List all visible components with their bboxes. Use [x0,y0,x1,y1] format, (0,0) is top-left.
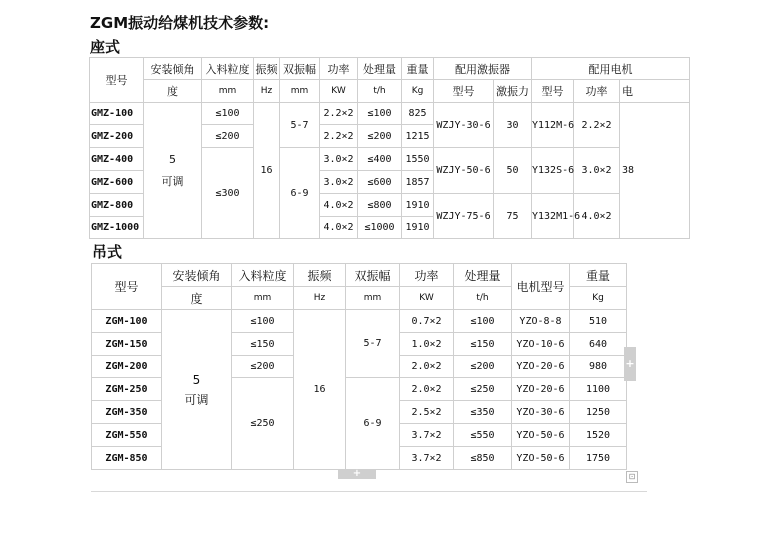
col-header-angle: 安装倾角 [162,264,232,287]
amp-cell: 5-7 [280,103,320,148]
motor-cell: YZO-20-6 [512,356,570,378]
motor-cell: YZO-20-6 [512,378,570,401]
weight-cell: 1857 [402,171,434,194]
weight-cell: 1520 [570,424,627,447]
power-cell: 2.0×2 [400,356,454,378]
power-cell: 1.0×2 [400,333,454,356]
model-cell: ZGM-550 [92,424,162,447]
capacity-cell: ≤350 [454,401,512,424]
unit-feed: mm [202,80,254,103]
col-header-capacity: 处理量 [454,264,512,287]
table-row [90,103,690,125]
unit-feed: mm [232,287,294,310]
power-cell: 2.2×2 [320,125,358,148]
capacity-cell: ≤400 [358,148,402,171]
unit-vib-force: 激振力 [494,80,532,103]
angle-note: 可调 [184,392,209,407]
col-header-motor: 电机型号 [512,264,570,310]
power-cell: 4.0×2 [320,217,358,239]
power-cell: 4.0×2 [320,194,358,217]
angle-value: 5 [192,372,201,387]
amp-cell: 5-7 [346,310,400,378]
vib-force-cell: 50 [494,148,532,194]
model-cell: ZGM-200 [92,356,162,378]
weight-cell: 825 [402,103,434,125]
model-cell: GMZ-1000 [90,217,144,239]
unit-angle: 度 [144,80,202,103]
motor-power-cell: 4.0×2 [574,194,620,239]
vib-model-cell: WZJY-30-6 [434,103,494,148]
weight-cell: 1215 [402,125,434,148]
section-title-seat: 座式 [90,38,121,56]
unit-weight: Kg [570,287,627,310]
col-header-weight: 重量 [402,58,434,80]
model-cell: GMZ-400 [90,148,144,171]
weight-cell: 1750 [570,447,627,470]
capacity-cell: ≤800 [358,194,402,217]
unit-weight: Kg [402,80,434,103]
unit-motor-model: 型号 [532,80,574,103]
unit-capacity: t/h [454,287,512,310]
unit-power: KW [400,287,454,310]
vib-force-cell: 75 [494,194,532,239]
weight-cell: 510 [570,310,627,333]
col-header-feed: 入料粒度 [202,58,254,80]
col-header-vibrator: 配用激振器 [434,58,532,80]
vib-model-cell: WZJY-75-6 [434,194,494,239]
power-cell: 2.2×2 [320,103,358,125]
motor-model-cell: Y132M1-6 [532,194,574,239]
amp-cell: 6-9 [280,148,320,239]
motor-power-cell: 3.0×2 [574,148,620,194]
motor-cell: YZO-10-6 [512,333,570,356]
resize-corner-icon[interactable]: ⊡ [626,471,638,483]
freq-cell: 16 [254,103,280,239]
motor-power-cell: 2.2×2 [574,103,620,148]
capacity-cell: ≤550 [454,424,512,447]
unit-freq: Hz [294,287,346,310]
angle-note: 可调 [161,174,184,188]
unit-amp: mm [280,80,320,103]
col-header-model: 型号 [92,264,162,310]
table-row [92,310,627,333]
col-header-angle: 安装倾角 [144,58,202,80]
model-cell: GMZ-200 [90,125,144,148]
capacity-cell: ≤200 [454,356,512,378]
model-cell: ZGM-100 [92,310,162,333]
model-cell: GMZ-100 [90,103,144,125]
col-header-power: 功率 [320,58,358,80]
col-header-power: 功率 [400,264,454,287]
feed-cell: ≤250 [232,378,294,470]
model-cell: ZGM-150 [92,333,162,356]
col-header-weight: 重量 [570,264,627,287]
page-title: ZGM振动给煤机技术参数: [90,14,270,32]
model-cell: GMZ-800 [90,194,144,217]
col-header-feed: 入料粒度 [232,264,294,287]
capacity-cell: ≤150 [454,333,512,356]
feed-cell: ≤200 [232,356,294,378]
model-cell: ZGM-350 [92,401,162,424]
weight-cell: 1550 [402,148,434,171]
hanging-type-table-viewport [91,263,626,469]
motor-model-cell: Y112M-6 [532,103,574,148]
angle-value: 5 [169,152,176,166]
feed-cell: ≤150 [232,333,294,356]
capacity-cell: ≤600 [358,171,402,194]
model-cell: GMZ-600 [90,171,144,194]
weight-cell: 640 [570,333,627,356]
scroll-down-button[interactable]: + [338,469,376,479]
motor-cell: YZO-8-8 [512,310,570,333]
col-header-model: 型号 [90,58,144,103]
feed-cell: ≤300 [202,148,254,239]
seat-type-table [89,57,690,239]
unit-motor-power: 功率 [574,80,620,103]
motor-cell: YZO-50-6 [512,447,570,470]
scroll-right-button[interactable]: + [624,347,636,381]
capacity-cell: ≤100 [454,310,512,333]
feed-cell: ≤100 [202,103,254,125]
model-cell: ZGM-850 [92,447,162,470]
power-cell: 2.5×2 [400,401,454,424]
weight-cell: 1910 [402,217,434,239]
weight-cell: 1910 [402,194,434,217]
capacity-cell: ≤200 [358,125,402,148]
power-cell: 3.0×2 [320,148,358,171]
unit-freq: Hz [254,80,280,103]
motor-extra-cell: 38 [620,103,690,239]
capacity-cell: ≤1000 [358,217,402,239]
capacity-cell: ≤850 [454,447,512,470]
capacity-cell: ≤250 [454,378,512,401]
amp-cell: 6-9 [346,378,400,470]
weight-cell: 1250 [570,401,627,424]
freq-cell: 16 [294,310,346,470]
divider [91,491,647,492]
motor-model-cell: Y132S-6 [532,148,574,194]
vib-force-cell: 30 [494,103,532,148]
col-header-amp: 双振幅 [280,58,320,80]
power-cell: 3.0×2 [320,171,358,194]
motor-cell: YZO-30-6 [512,401,570,424]
feed-cell: ≤200 [202,125,254,148]
power-cell: 0.7×2 [400,310,454,333]
power-cell: 3.7×2 [400,447,454,470]
seat-type-table-viewport [89,57,646,241]
section-title-hanging: 吊式 [92,243,123,261]
angle-cell [144,103,202,239]
col-header-capacity: 处理量 [358,58,402,80]
unit-angle: 度 [162,287,232,310]
weight-cell: 1100 [570,378,627,401]
power-cell: 3.7×2 [400,424,454,447]
feed-cell: ≤100 [232,310,294,333]
col-header-motor: 配用电机 [532,58,690,80]
col-header-freq: 振频 [254,58,280,80]
unit-capacity: t/h [358,80,402,103]
angle-cell [162,310,232,470]
col-header-freq: 振频 [294,264,346,287]
vib-model-cell: WZJY-50-6 [434,148,494,194]
col-header-amp: 双振幅 [346,264,400,287]
power-cell: 2.0×2 [400,378,454,401]
unit-power: KW [320,80,358,103]
capacity-cell: ≤100 [358,103,402,125]
motor-cell: YZO-50-6 [512,424,570,447]
unit-vib-model: 型号 [434,80,494,103]
weight-cell: 980 [570,356,627,378]
model-cell: ZGM-250 [92,378,162,401]
unit-motor-extra: 电 [620,80,690,103]
hanging-type-table [91,263,627,470]
unit-amp: mm [346,287,400,310]
